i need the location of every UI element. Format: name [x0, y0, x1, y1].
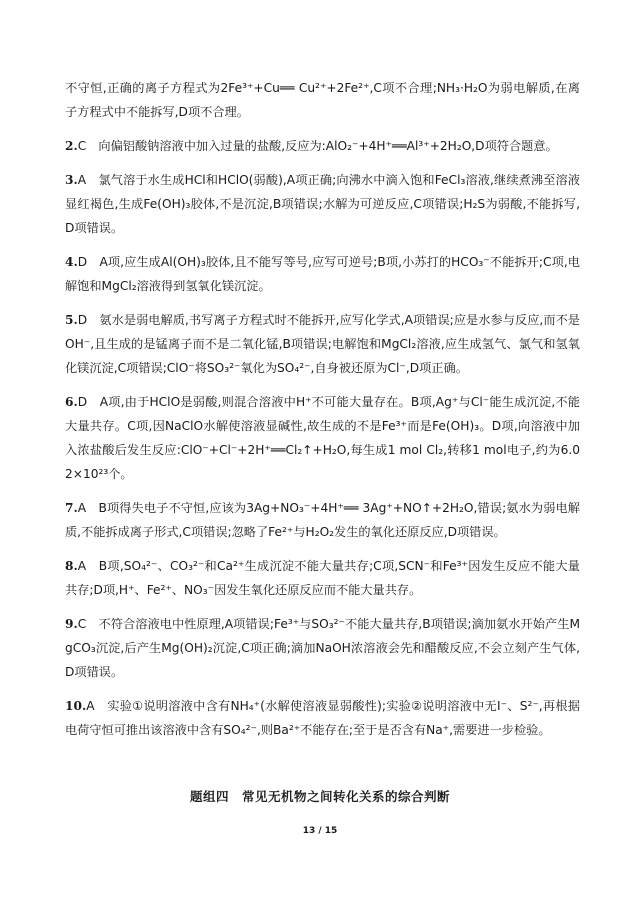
answer-item-7 [65, 496, 580, 544]
page-number: 13 / 15 [302, 826, 338, 836]
answer-item-9 [65, 612, 580, 684]
item-number: 2. [65, 139, 78, 153]
answer-item-3 [65, 168, 580, 240]
answer-item-8 [65, 554, 580, 602]
paragraph-text: 不守恒,正确的离子方程式为2Fe³⁺+Cu══ Cu²⁺+2Fe²⁺,C项不合理;NH₃·H₂O为弱电解质,在离子方程式中不能拆写,D项不合理。 [65, 81, 580, 119]
item-number: 5. [65, 313, 78, 327]
paragraph-text: A B项,SO₄²⁻、CO₃²⁻和Ca²⁺生成沉淀不能大量共存;C项,SCN⁻和Fe³⁺因发生反应不能大量共存;D项,H⁺、Fe²⁺、NO₃⁻因发生氧化还原反应而不能大量共存。 [65, 559, 580, 597]
paragraph-text: D A项,应生成Al(OH)₃胶体,且不能写等号,应写可逆号;B项,小苏打的HCO₃⁻不能拆开;C项,电解饱和MgCl₂溶液得到氢氧化镁沉淀。 [65, 255, 580, 293]
answer-item-2 [65, 134, 580, 158]
item-number: 9. [65, 617, 78, 631]
answer-item-10 [65, 694, 580, 742]
answer-item-4 [65, 250, 580, 298]
paragraph-continuation [65, 76, 580, 124]
answer-explanations [65, 76, 580, 742]
item-number: 7. [65, 501, 78, 515]
paragraph-text: C 不符合溶液电中性原理,A项错误;Fe³⁺与SO₃²⁻不能大量共存,B项错误;滴加氨水开始产生MgCO₃沉淀,后产生Mg(OH)₂沉淀,C项正确;滴加NaOH浓溶液会先和醋酸反应,不会立刻产生气体,D项错误。 [65, 617, 580, 679]
paragraph-text: A B项得失电子不守恒,应该为3Ag+NO₃⁻+4H⁺══ 3Ag⁺+NO↑+2H₂O,错误;氨水为弱电解质,不能拆成离子形式,C项错误;忽略了Fe²⁺与H₂O₂发生的氧化还原反应,D项错误。 [65, 501, 580, 539]
paragraph-text: A 氯气溶于水生成HCl和HClO(弱酸),A项正确;向沸水中滴入饱和FeCl₃溶液,继续煮沸至溶液显红褐色,生成Fe(OH)₃胶体,不是沉淀,B项错误;水解为可逆反应,C项错误;H₂S为弱酸,不能拆写,D项错误。 [65, 173, 580, 235]
answer-item-5 [65, 308, 580, 380]
item-number: 3. [65, 173, 78, 187]
paragraph-text: D 氨水是弱电解质,书写离子方程式时不能拆开,应写化学式,A项错误;应是水参与反应,而不是OH⁻,且生成的是锰离子而不是二氧化锰,B项错误;电解饱和MgCl₂溶液,应生成氢气、氯气和氢氧化镁沉淀,C项错误;ClO⁻将SO₃²⁻氧化为SO₄²⁻,自身被还原为Cl⁻,D项正确。 [65, 313, 580, 375]
item-number: 4. [65, 255, 78, 269]
item-number: 8. [65, 559, 78, 573]
paragraph-text: A 实验①说明溶液中含有NH₄⁺(水解使溶液显弱酸性);实验②说明溶液中无I⁻、S²⁻,再根据电荷守恒可推出该溶液中含有SO₄²⁻,则Ba²⁺不能存在;至于是否含有Na⁺,需要进一步检验。 [65, 699, 580, 737]
paragraph-text: C 向偏铝酸钠溶液中加入过量的盐酸,反应为:AlO₂⁻+4H⁺══Al³⁺+2H₂O,D项符合题意。 [77, 139, 558, 153]
answer-item-6 [65, 390, 580, 486]
item-number: 6. [65, 395, 78, 409]
paragraph-text: D A项,由于HClO是弱酸,则混合溶液中H⁺不可能大量存在。B项,Ag⁺与Cl⁻能生成沉淀,不能大量共存。C项,因NaClO水解使溶液显碱性,故生成的不是Fe³⁺而是Fe(OH)₃。D项,向溶液中加入浓盐酸后发生反应:ClO⁻+Cl⁻+2H⁺══Cl₂↑+H₂O,每生成1 mol Cl₂,转移1 mol电子,约为6.02×10²³个。 [65, 395, 580, 481]
section-heading: 题组四 常见无机物之间转化关系的综合判断 [189, 789, 450, 804]
item-number: 10. [65, 699, 87, 713]
